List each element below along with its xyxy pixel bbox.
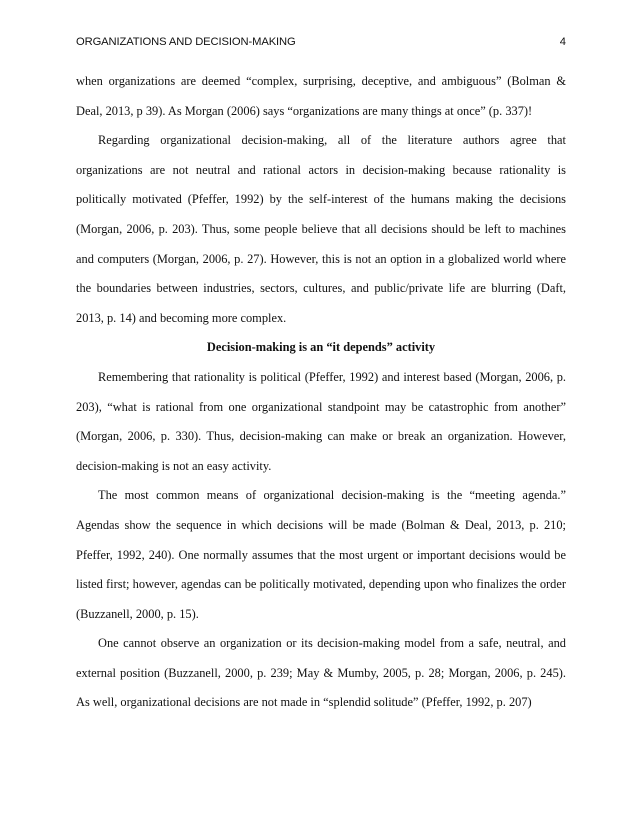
paragraph-agenda: The most common means of organizational decision-making is the “meeting agenda.” Agendas show the sequence in which decisions will be made (Bolman & Deal, 2013, p. 210; Pfeffer, 1992, 240). One normally assumes that the most urgent or important decisions would be listed first; however, agendas can be politically motivated, depending upon who finalizes the order (Buzzanell, 2000, p. 15). (76, 488, 566, 621)
paragraph-political: Remembering that rationality is political (Pfeffer, 1992) and interest based (Morgan, 2006, p. 203), “what is rational from one organizational standpoint may be catastrophic from another” (Morgan, 2006, p. 330). Thus, decision-making can make or break an organization. However, decision-making is not an easy activity. (76, 369, 566, 473)
paragraph-rationality: Regarding organizational decision-making, all of the literature authors agree that organizations are not neutral and rational actors in decision-making because rationality is politically motivated (Pfeffer, 1992) by the self-interest of the humans making the decisions (Morgan, 2006, p. 203). Thus, some people believe that all decisions should be left to machines and computers (Morgan, 2006, p. 27). However, this is not an option in a globalized world where the boundaries between industries, sectors, cultures, and public/private life are blurring (Daft, 2013, p. 14) and becoming more complex. (76, 133, 566, 325)
section-heading: Decision-making is an “it depends” activity (206, 340, 436, 355)
page-number: 4 (559, 36, 566, 48)
paragraph-continuation: when organizations are deemed “complex, surprising, deceptive, and ambiguous” (Bolman & Deal, 2013, p 39). As Morgan (2006) says “organizations are many things at once” (p. 337)! (76, 74, 566, 118)
document-body (76, 67, 566, 718)
page-header (76, 36, 566, 52)
paragraph-observation: One cannot observe an organization or its decision-making model from a safe, neutral, and external position (Buzzanell, 2000, p. 239; May & Mumby, 2005, p. 28; Morgan, 2006, p. 245). As well, organizational decisions are not made in “splendid solitude” (Pfeffer, 1992, p. 207) (76, 636, 566, 710)
running-head: ORGANIZATIONS AND DECISION-MAKING (76, 36, 296, 48)
